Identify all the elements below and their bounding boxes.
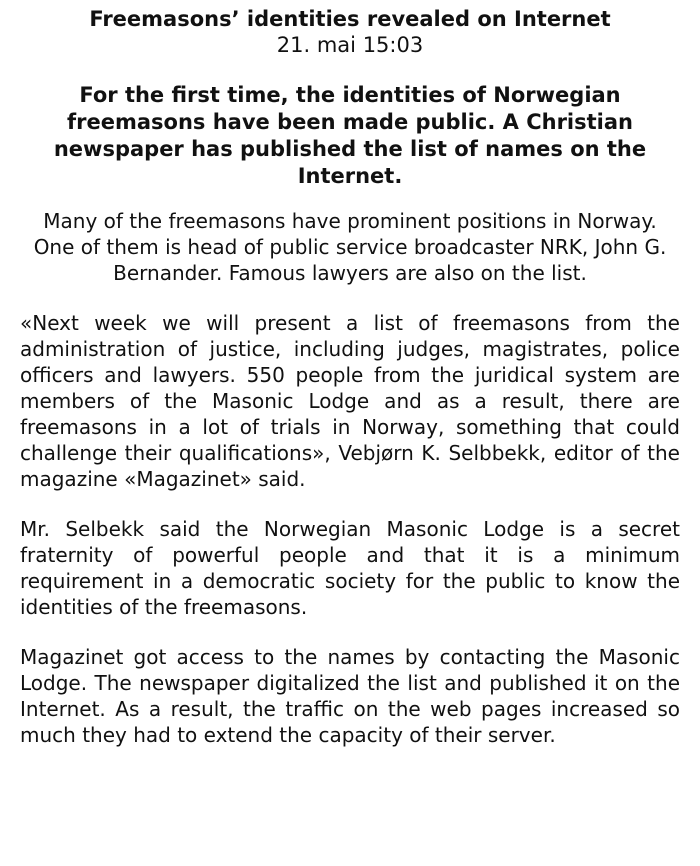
article-dateline: 21. mai 15:03: [276, 33, 424, 57]
article-paragraph-access: Magazinet got access to the names by contacting the Masonic Lodge. The newspaper digitalized the list and published it on the Internet. As a result, the traffic on the web pages increased so much they had to extend the capacity of their server.: [20, 645, 680, 747]
article-paragraph-quote: «Next week we will present a list of freemasons from the administration of justice, including judges, magistrates, police officers and lawyers. 550 people from the juridical system are members of the Masonic Lodge and as a result, there are freemasons in a lot of trials in Norway, something that could challenge their qualifications», Vebjørn K. Selbbekk, editor of the magazine «Magazinet» said.: [20, 311, 680, 491]
article-title: Freemasons’ identities revealed on Internet: [89, 7, 611, 31]
article-paragraph-selbekk: Mr. Selbekk said the Norwegian Masonic Lodge is a secret fraternity of powerful people and that it is a minimum requirement in a democratic society for the public to know the identities of the freemasons.: [20, 517, 680, 619]
article-intro: Many of the freemasons have prominent positions in Norway. One of them is head of public service broadcaster NRK, John G. Bernander. Famous lawyers are also on the list.: [33, 209, 667, 285]
article-lead: For the first time, the identities of Norwegian freemasons have been made public. A Christian newspaper has published the list of names on the Internet.: [53, 83, 647, 188]
